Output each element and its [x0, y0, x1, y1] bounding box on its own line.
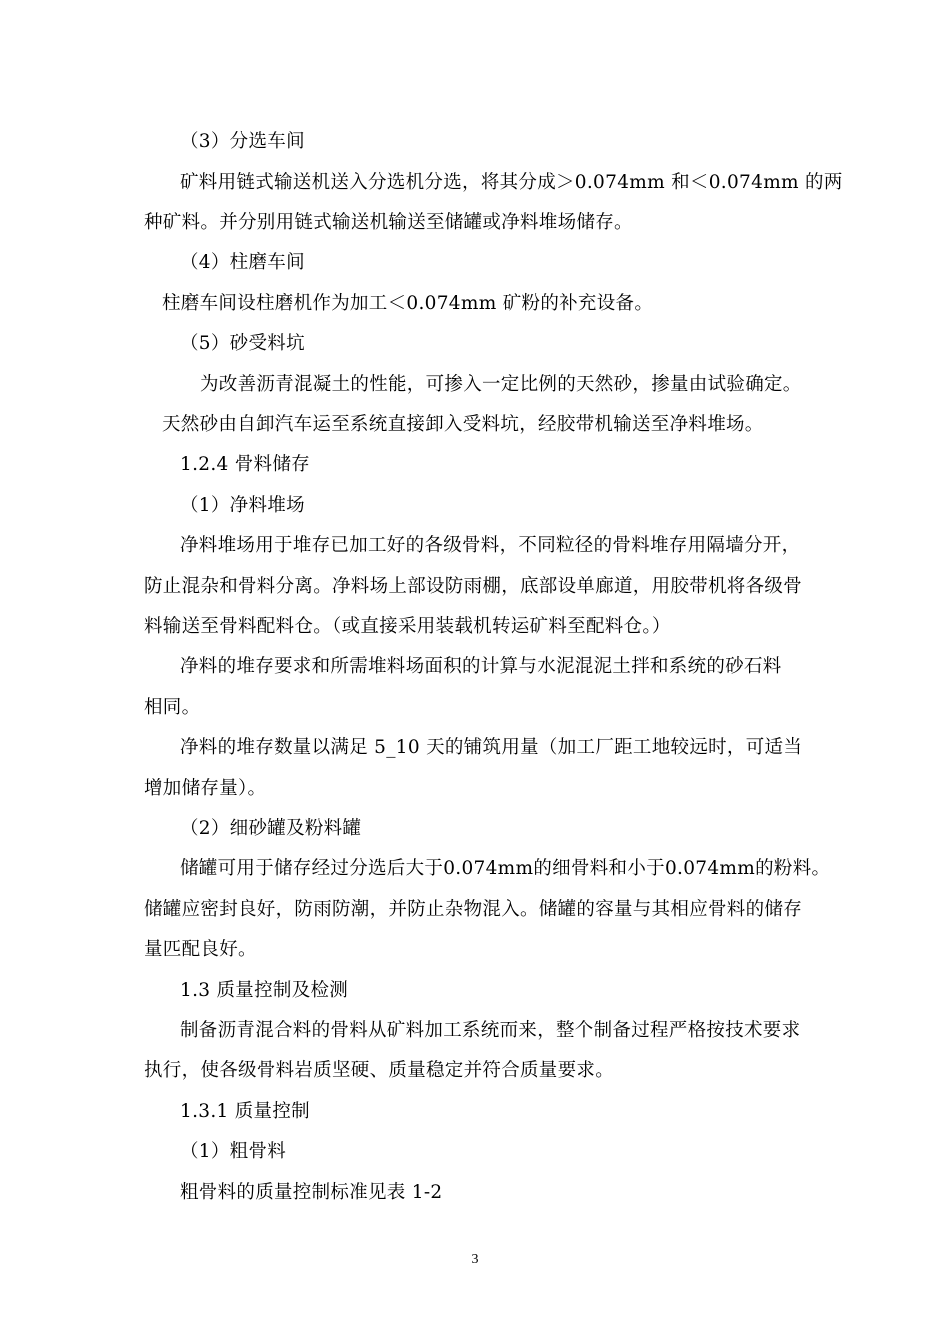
paragraph-line: 防止混杂和骨料分离。净料场上部设防雨棚，底部设单廊道，用胶带机将各级骨: [144, 576, 803, 597]
paragraph-line: 相同。: [144, 697, 201, 718]
paragraph-line: 执行，使各级骨料岩质坚硬、质量稳定并符合质量要求。: [144, 1060, 615, 1081]
paragraph-line: 天然砂由自卸汽车运至系统直接卸入受料坑，经胶带机输送至净料堆场。: [162, 414, 764, 435]
heading-clean-material-yard: （1）净料堆场: [180, 495, 305, 516]
page-number: 3: [471, 1252, 479, 1267]
paragraph-line: 净料的堆存要求和所需堆料场面积的计算与水泥混泥土拌和系统的砂石料: [180, 656, 782, 677]
paragraph-line: 储罐应密封良好，防雨防潮，并防止杂物混入。储罐的容量与其相应骨料的储存: [144, 899, 803, 920]
paragraph-line: 净料的堆存数量以满足 5_10 天的铺筑用量（加工厂距工地较远时，可适当: [180, 737, 803, 758]
paragraph-line: 储罐可用于储存经过分选后大于0.074mm的细骨料和小于0.074mm的粉料。: [180, 858, 831, 879]
paragraph-line: 净料堆场用于堆存已加工好的各级骨料，不同粒径的骨料堆存用隔墙分开，: [180, 535, 801, 556]
paragraph-line: 粗骨料的质量控制标准见表 1-2: [180, 1182, 443, 1203]
paragraph-line: 量匹配良好。: [144, 939, 257, 960]
paragraph-line: 增加储存量）。: [144, 778, 267, 799]
paragraph-line: 矿料用链式输送机送入分选机分选，将其分成＞0.074mm 和＜0.074mm 的两: [180, 172, 843, 193]
section-heading-aggregate-storage: 1.2.4 骨料储存: [180, 454, 310, 475]
paragraph-line: 种矿料。并分别用链式输送机输送至储罐或净料堆场储存。: [144, 212, 633, 233]
heading-sorting-workshop: （3）分选车间: [180, 131, 305, 152]
section-heading-quality-control: 1.3 质量控制及检测: [180, 980, 349, 1001]
paragraph-line: 制备沥青混合料的骨料从矿料加工系统而来，整个制备过程严格按技术要求: [180, 1020, 801, 1041]
section-heading-quality-control-sub: 1.3.1 质量控制: [180, 1101, 310, 1122]
heading-column-mill-workshop: （4）柱磨车间: [180, 252, 305, 273]
heading-coarse-aggregate: （1）粗骨料: [180, 1141, 287, 1162]
heading-fine-sand-powder-tanks: （2）细砂罐及粉料罐: [180, 818, 362, 839]
paragraph-line: 柱磨车间设柱磨机作为加工＜0.074mm 矿粉的补充设备。: [162, 293, 654, 314]
paragraph-line: 料输送至骨料配料仓。（或直接采用装载机转运矿料至配料仓。）: [144, 616, 671, 637]
paragraph-line: 为改善沥青混凝土的性能，可掺入一定比例的天然砂，掺量由试验确定。: [200, 374, 802, 395]
heading-sand-receiving-pit: （5）砂受料坑: [180, 333, 305, 354]
